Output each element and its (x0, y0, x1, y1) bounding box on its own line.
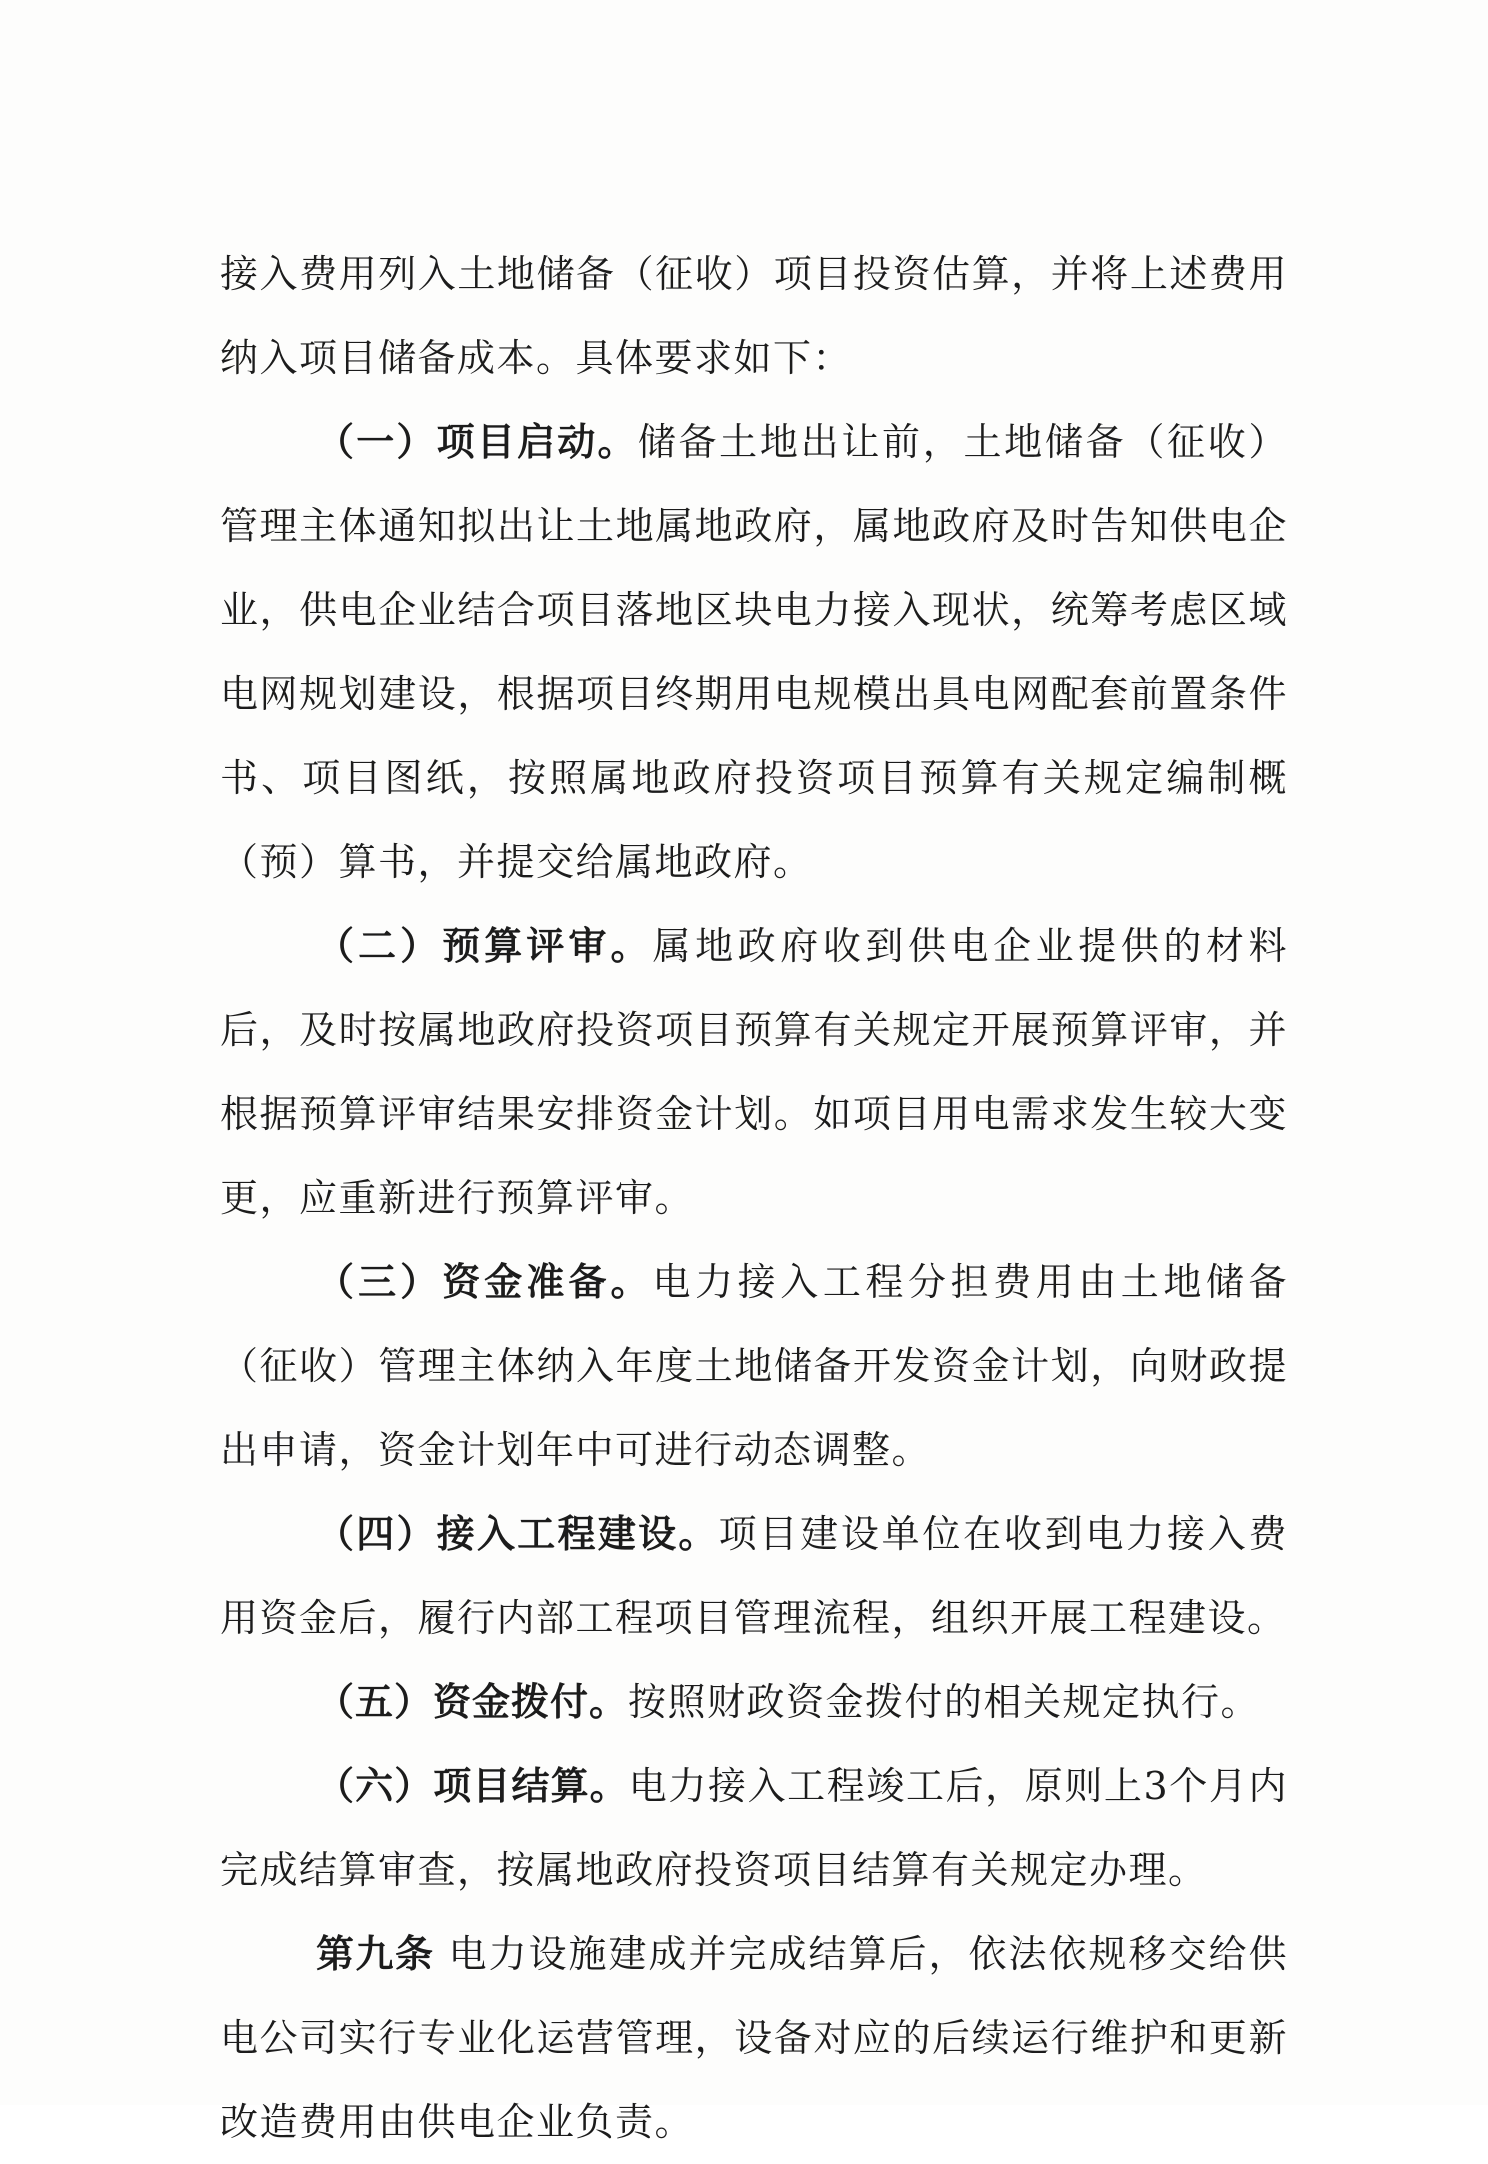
paragraph-body: 电力接入工程竣工后，原则上3个月内完成结算审查，按属地政府投资项目结算有关规定办理。 (220, 1764, 1288, 1892)
paragraph-body: 项目建设单位在收到电力接入费用资金后，履行内部工程项目管理流程，组织开展工程建设。 (220, 1512, 1288, 1640)
paragraph-item-3 (220, 1240, 1288, 1492)
item-heading: （六）项目结算。 (316, 1764, 629, 1808)
paragraph-item-6 (220, 1744, 1288, 1912)
paragraph-body: 电力设施建成并完成结算后，依法依规移交给供电公司实行专业化运营管理，设备对应的后续运行维护和更新改造费用由供电企业负责。 (220, 1932, 1288, 2144)
paragraph-body: 按照财政资金拨付的相关规定执行。 (628, 1680, 1261, 1724)
item-heading: （三）资金准备。 (316, 1260, 653, 1304)
item-heading: （五）资金拨付。 (316, 1680, 629, 1724)
item-heading: （一）项目启动。 (316, 420, 638, 464)
item-heading: （四）接入工程建设。 (316, 1512, 719, 1556)
paragraph-item-2 (220, 904, 1288, 1240)
paragraph-article-9 (220, 1912, 1288, 2164)
paragraph-item-1 (220, 400, 1288, 904)
paragraph-intro-continuation (220, 232, 1288, 400)
paragraph-body: 电力接入工程分担费用由土地储备（征收）管理主体纳入年度土地储备开发资金计划，向财政提出申请，资金计划年中可进行动态调整。 (220, 1260, 1288, 1472)
paragraph-body: 储备土地出让前，土地储备（征收）管理主体通知拟出让土地属地政府，属地政府及时告知供电企业，供电企业结合项目落地区块电力接入现状，统筹考虑区域电网规划建设，根据项目终期用电规模出具电网配套前置条件书、项目图纸，按照属地政府投资项目预算有关规定编制概（预）算书，并提交给属地政府。 (220, 420, 1288, 884)
paragraph-item-4 (220, 1492, 1288, 1660)
item-heading: （二）预算评审。 (316, 924, 653, 968)
paragraph-body: 属地政府收到供电企业提供的材料后，及时按属地政府投资项目预算有关规定开展预算评审，并根据预算评审结果安排资金计划。如项目用电需求发生较大变更，应重新进行预算评审。 (220, 924, 1288, 1220)
paragraph-body: 接入费用列入土地储备（征收）项目投资估算，并将上述费用纳入项目储备成本。具体要求如下： (220, 252, 1288, 380)
document-body (220, 232, 1288, 2164)
paragraph-item-5 (220, 1660, 1288, 1744)
article-heading: 第九条 (316, 1932, 435, 1976)
